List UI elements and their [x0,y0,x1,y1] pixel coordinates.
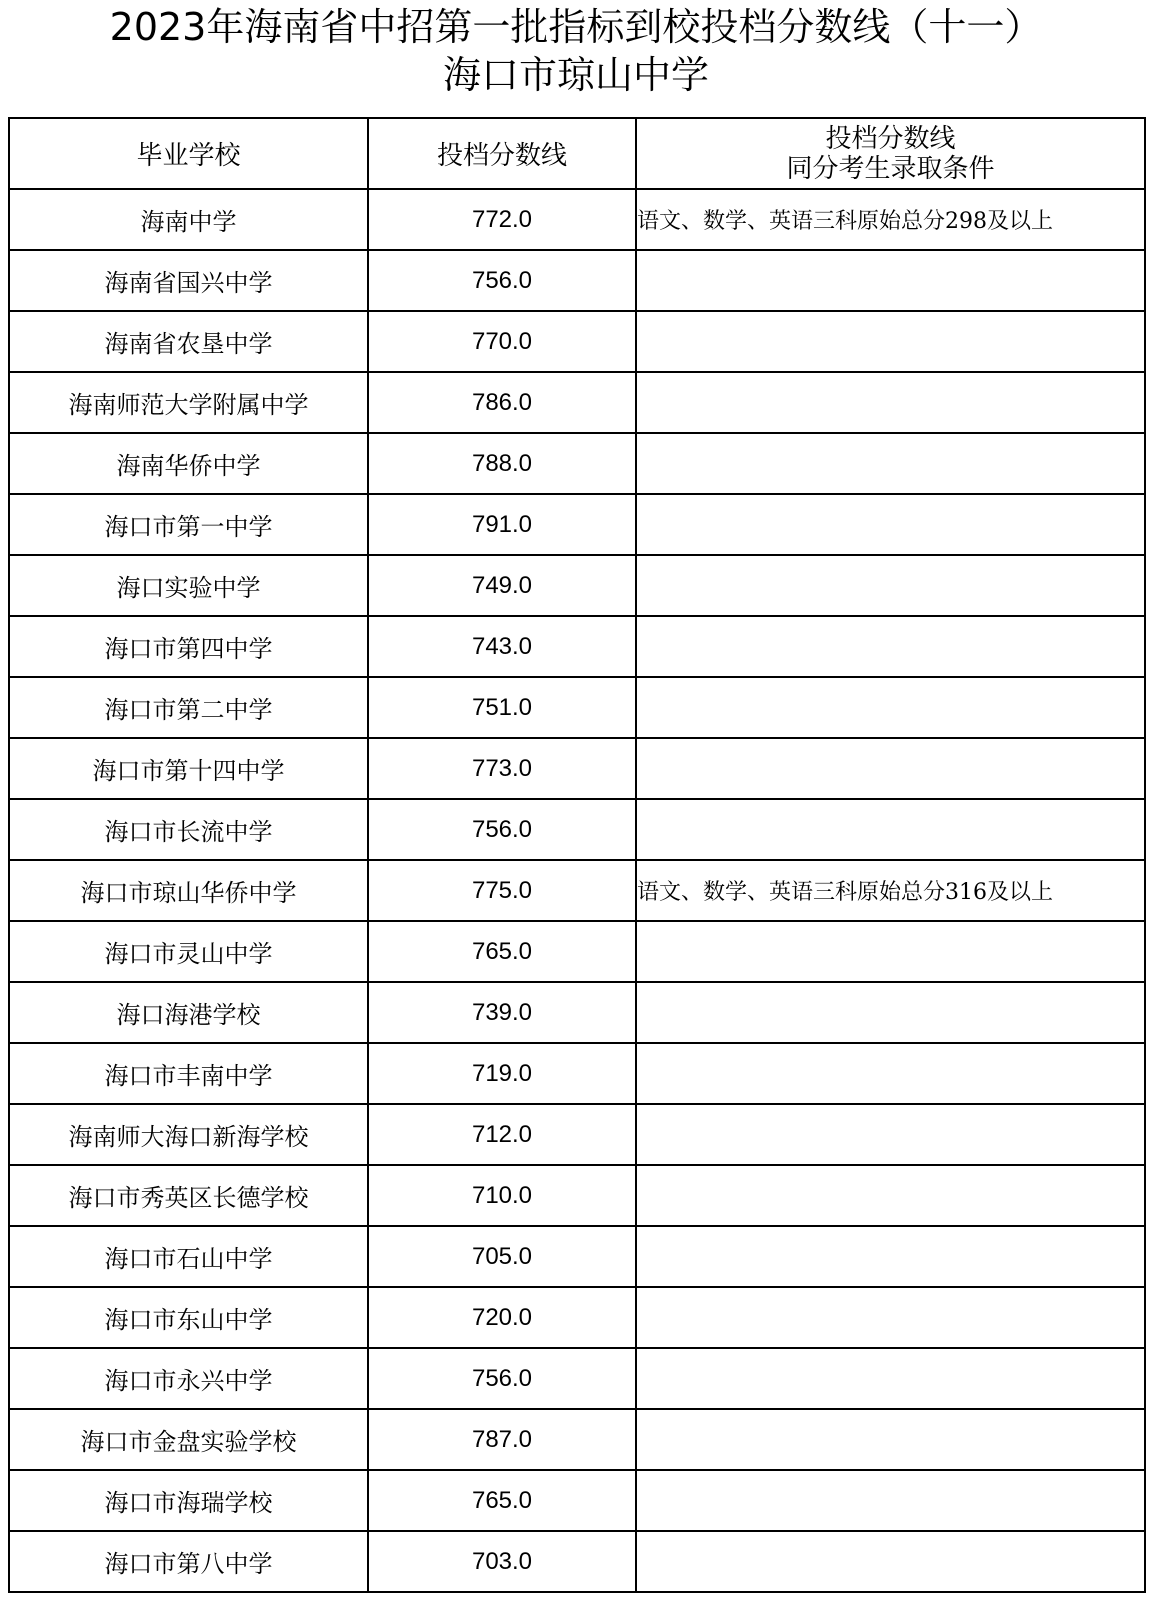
school-cell: 海口市金盘实验学校 [9,1409,368,1470]
condition-cell [636,372,1145,433]
table-row [9,189,1145,250]
condition-cell [636,677,1145,738]
condition-cell [636,555,1145,616]
column-header-school: 毕业学校 [9,118,368,189]
score-cell: 712.0 [368,1104,636,1165]
table-header-row [9,118,1145,189]
score-cell: 786.0 [368,372,636,433]
table-row [9,1287,1145,1348]
table-row [9,616,1145,677]
table-row [9,677,1145,738]
condition-cell [636,311,1145,372]
condition-cell [636,1104,1145,1165]
school-cell: 海口市长流中学 [9,799,368,860]
score-cell: 788.0 [368,433,636,494]
column-header-condition-line2: 同分考生录取条件 [786,153,995,184]
table-body [9,189,1145,1592]
score-cell: 773.0 [368,738,636,799]
score-cell: 739.0 [368,982,636,1043]
condition-cell [636,982,1145,1043]
score-cell: 751.0 [368,677,636,738]
document-title: 2023年海南省中招第一批指标到校投档分数线（十一） [109,5,1043,49]
school-cell: 海口市永兴中学 [9,1348,368,1409]
school-cell: 海口市灵山中学 [9,921,368,982]
table-row [9,1043,1145,1104]
condition-cell [636,494,1145,555]
condition-cell: 语文、数学、英语三科原始总分298及以上 [636,189,1145,250]
table-row [9,982,1145,1043]
score-cell: 756.0 [368,250,636,311]
condition-cell [636,799,1145,860]
school-cell: 海口海港学校 [9,982,368,1043]
school-cell: 海南师大海口新海学校 [9,1104,368,1165]
school-cell: 海口市第十四中学 [9,738,368,799]
table-row [9,433,1145,494]
school-cell: 海南中学 [9,189,368,250]
condition-cell [636,1470,1145,1531]
school-cell: 海口市第一中学 [9,494,368,555]
table-row [9,494,1145,555]
table-row [9,1531,1145,1592]
document-subtitle: 海口市琼山中学 [442,53,709,97]
score-cell: 765.0 [368,921,636,982]
condition-cell [636,1531,1145,1592]
table-row [9,311,1145,372]
score-table [8,117,1146,1593]
column-header-score: 投档分数线 [368,118,636,189]
school-cell: 海南师范大学附属中学 [9,372,368,433]
school-cell: 海口市海瑞学校 [9,1470,368,1531]
condition-cell: 语文、数学、英语三科原始总分316及以上 [636,860,1145,921]
table-row [9,1409,1145,1470]
score-cell: 791.0 [368,494,636,555]
score-cell: 765.0 [368,1470,636,1531]
table-row [9,555,1145,616]
table-row [9,921,1145,982]
score-cell: 775.0 [368,860,636,921]
table-row [9,738,1145,799]
score-cell: 743.0 [368,616,636,677]
condition-cell [636,1287,1145,1348]
school-cell: 海南华侨中学 [9,433,368,494]
score-cell: 710.0 [368,1165,636,1226]
condition-cell [636,738,1145,799]
column-header-condition-line1: 投档分数线 [825,123,956,154]
table-row [9,1348,1145,1409]
school-cell: 海口市第二中学 [9,677,368,738]
condition-cell [636,921,1145,982]
score-cell: 787.0 [368,1409,636,1470]
school-cell: 海口市琼山华侨中学 [9,860,368,921]
table-row [9,372,1145,433]
condition-cell [636,616,1145,677]
score-cell: 719.0 [368,1043,636,1104]
school-cell: 海口市东山中学 [9,1287,368,1348]
score-cell: 772.0 [368,189,636,250]
condition-cell [636,1165,1145,1226]
condition-cell [636,1409,1145,1470]
score-cell: 720.0 [368,1287,636,1348]
score-cell: 703.0 [368,1531,636,1592]
table-row [9,1470,1145,1531]
condition-cell [636,433,1145,494]
table-row [9,799,1145,860]
school-cell: 海口市石山中学 [9,1226,368,1287]
score-cell: 749.0 [368,555,636,616]
condition-cell [636,1348,1145,1409]
school-cell: 海口市丰南中学 [9,1043,368,1104]
score-cell: 756.0 [368,799,636,860]
column-header-condition [636,118,1145,189]
school-cell: 海口实验中学 [9,555,368,616]
table-row [9,1226,1145,1287]
score-cell: 770.0 [368,311,636,372]
table-row [9,250,1145,311]
condition-cell [636,250,1145,311]
condition-cell [636,1043,1145,1104]
table-row [9,1165,1145,1226]
school-cell: 海南省农垦中学 [9,311,368,372]
school-cell: 海口市第八中学 [9,1531,368,1592]
table-row [9,1104,1145,1165]
score-cell: 705.0 [368,1226,636,1287]
school-cell: 海南省国兴中学 [9,250,368,311]
score-cell: 756.0 [368,1348,636,1409]
school-cell: 海口市秀英区长德学校 [9,1165,368,1226]
condition-cell [636,1226,1145,1287]
school-cell: 海口市第四中学 [9,616,368,677]
table-row [9,860,1145,921]
